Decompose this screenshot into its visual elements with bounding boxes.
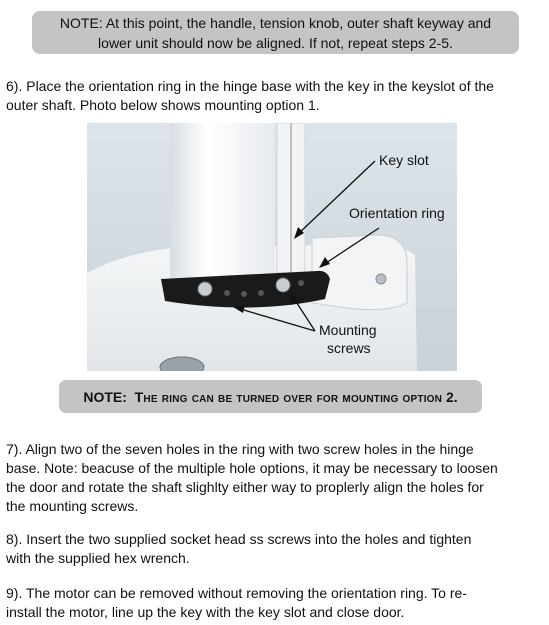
knuckle-screw xyxy=(376,274,386,284)
step-8-line-1: 8). Insert the two supplied socket head ss screws into the holes and tighten xyxy=(6,531,472,547)
ring-hole-3 xyxy=(258,290,264,296)
callout-mounting-line-1: Mounting xyxy=(319,322,377,338)
ring-hole-4 xyxy=(298,280,304,286)
callout-mounting-line-2: screws xyxy=(327,340,371,356)
mounting-photo xyxy=(87,123,457,371)
bottom-note-prefix: NOTE: xyxy=(83,388,127,405)
main-shaft xyxy=(170,123,275,283)
ring-hole-1 xyxy=(224,290,230,296)
step-6-line-2: outer shaft. Photo below shows mounting option 1. xyxy=(6,97,320,113)
step-7-line-4: the mounting screws. xyxy=(6,498,139,514)
step-8-line-2: with the supplied hex wrench. xyxy=(6,550,190,566)
step-7-paragraph xyxy=(6,440,542,516)
top-note-line-2: lower unit should now be aligned. If not, repeat steps 2-5. xyxy=(98,35,453,51)
ring-hole-2 xyxy=(241,291,247,297)
step-7-line-2: base. Note: beacuse of the multiple hole options, it may be necessary to loosen xyxy=(6,460,498,476)
step-8-paragraph xyxy=(6,530,542,568)
mounting-screw-right xyxy=(276,278,290,292)
bottom-note-box xyxy=(59,380,482,413)
mounting-photo-illustration xyxy=(87,123,457,371)
top-note-line-1: NOTE: At this point, the handle, tension knob, outer shaft keyway and xyxy=(59,15,492,31)
hinge-knuckle xyxy=(312,235,407,310)
step-7-line-1: 7). Align two of the seven holes in the ring with two screw holes in the hinge xyxy=(6,441,474,457)
step-6-line-1: 6). Place the orientation ring in the hinge base with the key in the keyslot of the xyxy=(6,78,494,94)
step-9-line-1: 9). The motor can be removed without removing the orientation ring. To re- xyxy=(6,585,467,601)
step-9-line-2: install the motor, line up the key with the key slot and close door. xyxy=(6,604,405,620)
callout-orientation-ring: Orientation ring xyxy=(349,205,445,221)
top-note-box xyxy=(32,11,519,54)
bottom-note-number: 2. xyxy=(445,388,458,405)
bottom-note-text: The ring can be turned over for mounting option xyxy=(134,388,443,405)
mounting-screw-left xyxy=(198,282,212,296)
step-7-line-3: the door and rotate the shaft slighlty either way to proplerly align the holes for xyxy=(6,479,484,495)
callout-key-slot: Key slot xyxy=(379,152,429,168)
step-6-paragraph xyxy=(6,77,542,115)
step-9-paragraph xyxy=(6,584,542,622)
